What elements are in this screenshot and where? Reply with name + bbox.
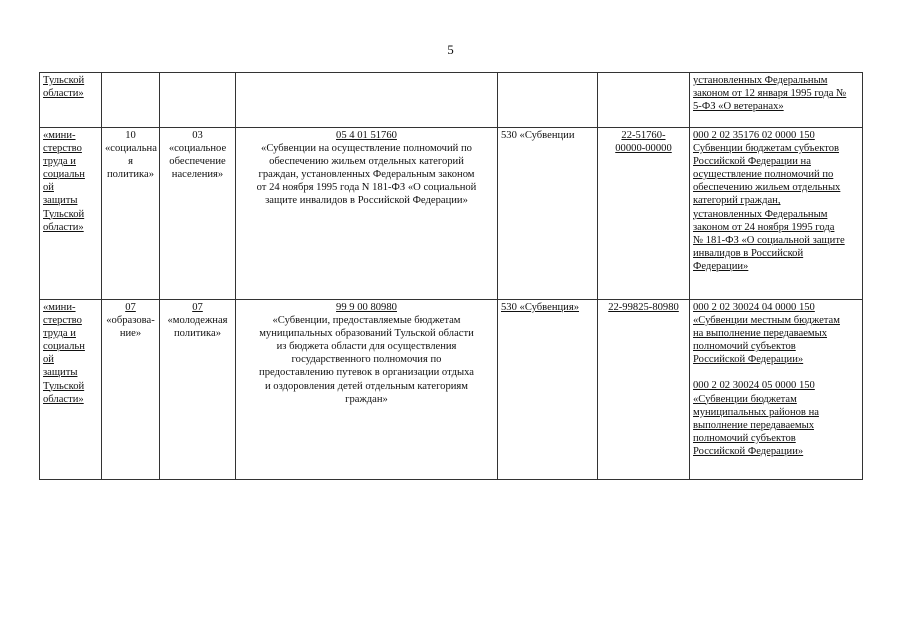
cell-line: инвалидов в Российской bbox=[693, 247, 804, 259]
cell-line: установленных Федеральным bbox=[693, 75, 828, 86]
cell-line: «социальное bbox=[168, 143, 227, 155]
cell-line: 10 bbox=[125, 130, 136, 141]
cell-subsection bbox=[160, 300, 236, 480]
cell-ministry bbox=[40, 300, 102, 480]
cell-line: «мини- bbox=[43, 302, 76, 313]
table-row bbox=[40, 128, 863, 300]
cell-line: «образова- bbox=[106, 315, 155, 327]
budget-classification-table bbox=[39, 72, 863, 480]
cell-line: обеспечение bbox=[169, 156, 226, 168]
cell-line: 00000-00000 bbox=[615, 143, 672, 155]
cell-line: Тульской bbox=[43, 75, 85, 86]
cell-expense-type: 530 «Субвенция» bbox=[498, 300, 598, 480]
cell-line: «мини- bbox=[43, 130, 76, 141]
cell-line: муниципальных образований Тульской области bbox=[259, 328, 474, 340]
cell-line: 22-51760- bbox=[621, 130, 666, 141]
cell-line: законом от 24 ноября 1995 года bbox=[693, 221, 835, 233]
cell-code bbox=[598, 300, 690, 480]
cell-line: Российской Федерации» bbox=[693, 354, 804, 366]
cell-line: предоставлению путевок в организации отдыха bbox=[259, 367, 474, 379]
cell-line: от 24 ноября 1995 года N 181-ФЗ «О социальной bbox=[256, 182, 477, 194]
cell-line: ние» bbox=[119, 328, 142, 340]
cell-line: социальн bbox=[43, 341, 85, 353]
cell-line: 22-99825-80980 bbox=[608, 302, 679, 313]
cell-line: «Субвенции на осуществление полномочий по bbox=[261, 143, 472, 155]
cell-line: ой bbox=[43, 354, 54, 366]
cell-code bbox=[598, 73, 690, 128]
cell-line: области» bbox=[43, 88, 84, 100]
cell-revenue-code bbox=[690, 128, 863, 300]
cell-line: из бюджета области для осуществления bbox=[276, 341, 457, 353]
cell-line: стерство bbox=[43, 315, 82, 327]
cell-line: Российской Федерации» bbox=[693, 445, 804, 457]
cell-line: осуществление полномочий по bbox=[693, 169, 834, 181]
cell-line: я bbox=[128, 156, 133, 168]
cell-line: на выполнение передаваемых bbox=[693, 328, 828, 340]
cell-subsection bbox=[160, 128, 236, 300]
cell-line: полномочий субъектов bbox=[693, 432, 796, 444]
cell-line: обеспечению жильем отдельных категорий bbox=[269, 156, 464, 168]
cell-revenue-code bbox=[690, 73, 863, 128]
cell-line: № 181-ФЗ «О социальной защите bbox=[693, 234, 845, 246]
cell-section bbox=[102, 300, 160, 480]
cell-line: и оздоровления детей отдельным категориям bbox=[264, 380, 468, 392]
cell-line: 000 2 02 35176 02 0000 150 bbox=[693, 130, 815, 141]
cell-line: области» bbox=[43, 221, 84, 233]
cell-line: выполнение передаваемых bbox=[693, 419, 815, 431]
cell-section bbox=[102, 128, 160, 300]
cell-line: Российской Федерации на bbox=[693, 156, 811, 168]
cell-line: «социальна bbox=[105, 143, 157, 155]
cell-line: «Субвенции бюджетам bbox=[693, 393, 797, 405]
cell-expense-type: 530 «Субвенции bbox=[498, 128, 598, 300]
cell-line: «молодежная bbox=[167, 315, 228, 327]
cell-target-article bbox=[236, 128, 498, 300]
cell-line: «Субвенции, предоставляемые бюджетам bbox=[272, 315, 461, 327]
cell-line: 07 bbox=[125, 302, 136, 313]
cell-line: категорий граждан, bbox=[693, 195, 781, 207]
cell-line: законом от 12 января 1995 года № bbox=[693, 88, 847, 100]
cell-line: 03 bbox=[192, 130, 203, 141]
cell-line: Субвенции бюджетам субъектов bbox=[693, 143, 839, 155]
cell-ministry bbox=[40, 73, 102, 128]
cell-line: граждан» bbox=[345, 393, 388, 405]
cell-line: Тульской bbox=[43, 208, 85, 220]
cell-line: муниципальных районов на bbox=[693, 406, 819, 418]
cell-line: политика» bbox=[106, 169, 155, 181]
cell-line: 99 9 00 80980 bbox=[336, 302, 397, 313]
cell-line: защиты bbox=[43, 367, 78, 379]
table-row bbox=[40, 73, 863, 128]
cell-code bbox=[598, 128, 690, 300]
cell-line: Тульской bbox=[43, 380, 85, 392]
cell-line: труда и bbox=[43, 328, 76, 340]
cell-line: области» bbox=[43, 393, 84, 405]
cell-line: обеспечению жильем отдельных bbox=[693, 182, 841, 194]
cell-line: защиты bbox=[43, 195, 78, 207]
cell-line: полномочий субъектов bbox=[693, 341, 796, 353]
cell-line: 07 bbox=[192, 302, 203, 313]
cell-line: 5-ФЗ «О ветеранах» bbox=[693, 101, 784, 113]
table-row bbox=[40, 300, 863, 480]
cell-ministry bbox=[40, 128, 102, 300]
cell-revenue-code bbox=[690, 300, 863, 480]
cell-line: государственного полномочия по bbox=[291, 354, 442, 366]
cell-subsection bbox=[160, 73, 236, 128]
cell-line: защите инвалидов в Российской Федерации» bbox=[265, 195, 468, 207]
page-number: 5 bbox=[447, 42, 454, 57]
cell-line: граждан, установленных Федеральным законом bbox=[258, 169, 475, 181]
cell-line: стерство bbox=[43, 143, 82, 155]
cell-line: 000 2 02 30024 05 0000 150 bbox=[693, 380, 815, 392]
cell-target-article bbox=[236, 73, 498, 128]
cell-line: 000 2 02 30024 04 0000 150 bbox=[693, 302, 815, 313]
revenue-code-block-1 bbox=[693, 301, 859, 366]
cell-expense-type bbox=[498, 73, 598, 128]
cell-line: Федерации» bbox=[693, 260, 749, 272]
cell-target-article bbox=[236, 300, 498, 480]
cell-line: 05 4 01 51760 bbox=[336, 130, 397, 141]
cell-line: социальн bbox=[43, 169, 85, 181]
cell-line: ой bbox=[43, 182, 54, 194]
cell-line: населения» bbox=[171, 169, 224, 181]
revenue-code-block-2 bbox=[693, 379, 859, 458]
cell-section bbox=[102, 73, 160, 128]
cell-line: политика» bbox=[173, 328, 222, 340]
cell-line: труда и bbox=[43, 156, 76, 168]
cell-line: установленных Федеральным bbox=[693, 208, 828, 220]
cell-line: «Субвенции местным бюджетам bbox=[693, 315, 840, 327]
